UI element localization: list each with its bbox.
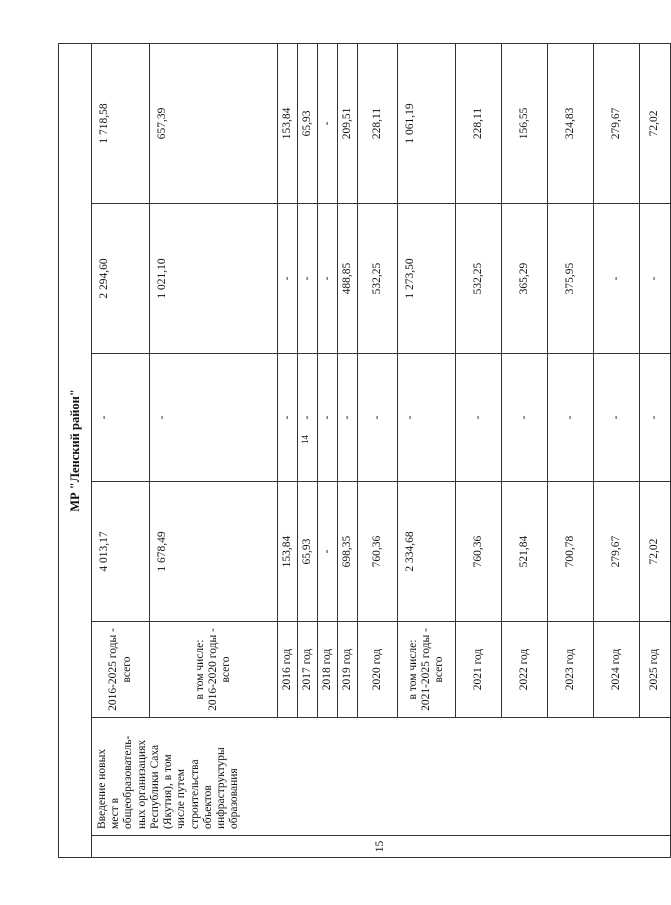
value-cell: - <box>640 204 671 354</box>
period-label: 2021 год <box>456 622 502 718</box>
value-cell: - <box>338 354 358 482</box>
value-cell: 1 273,50 <box>398 204 456 354</box>
value-cell: 72,02 <box>640 43 671 203</box>
period-label: 2019 год <box>338 622 358 718</box>
value-cell: - <box>640 354 671 482</box>
value-cell: 156,55 <box>502 43 548 203</box>
value-cell: 65,93 <box>298 43 318 203</box>
budget-table-sheet <box>58 44 661 858</box>
value-cell: 4 013,17 <box>92 482 150 622</box>
period-label: 2024 год <box>594 622 640 718</box>
value-cell: 488,85 <box>338 204 358 354</box>
value-cell: - <box>278 204 298 354</box>
value-cell: 1 021,10 <box>150 204 278 354</box>
row-number: 15 <box>92 836 671 858</box>
value-cell: - <box>398 354 456 482</box>
period-label: в том числе: 2016-2020 годы - всего <box>150 622 278 718</box>
period-label: 2016-2025 годы - всего <box>92 622 150 718</box>
value-cell: - <box>150 354 278 482</box>
period-label: 2016 год <box>278 622 298 718</box>
value-cell: 532,25 <box>456 204 502 354</box>
value-cell: 2 334,68 <box>398 482 456 622</box>
budget-table <box>58 43 671 858</box>
period-label: 2018 год <box>318 622 338 718</box>
value-cell: - <box>548 354 594 482</box>
value-cell: 1 061,19 <box>398 43 456 203</box>
value-cell: 760,36 <box>456 482 502 622</box>
section-title: МР "Ленский район" <box>59 43 92 857</box>
value-cell: - <box>298 354 318 482</box>
value-cell: - <box>318 482 338 622</box>
value-cell: 279,67 <box>594 482 640 622</box>
value-cell: - <box>502 354 548 482</box>
value-cell: 700,78 <box>548 482 594 622</box>
value-cell: - <box>594 354 640 482</box>
value-cell: 72,02 <box>640 482 671 622</box>
value-cell: 324,83 <box>548 43 594 203</box>
value-cell: 657,39 <box>150 43 278 203</box>
value-cell: - <box>92 354 150 482</box>
value-cell: 1 678,49 <box>150 482 278 622</box>
value-cell: - <box>456 354 502 482</box>
value-cell: 153,84 <box>278 482 298 622</box>
value-cell: 365,29 <box>502 204 548 354</box>
measure-description: Введение новых мест в общеобразователь-ных организациях Республики Саха (Якутия), в том числе путем строительства объектов инфраструктуры образования <box>92 718 671 836</box>
value-cell: 698,35 <box>338 482 358 622</box>
value-cell: 209,51 <box>338 43 358 203</box>
value-cell: - <box>594 204 640 354</box>
value-cell: 2 294,60 <box>92 204 150 354</box>
value-cell: - <box>318 354 338 482</box>
value-cell: - <box>318 43 338 203</box>
value-cell: 375,95 <box>548 204 594 354</box>
period-label: 2020 год <box>358 622 398 718</box>
value-cell: - <box>358 354 398 482</box>
table-body <box>92 43 671 857</box>
value-cell: - <box>298 204 318 354</box>
table-row <box>92 43 150 857</box>
value-cell: 279,67 <box>594 43 640 203</box>
page-number: 14 <box>300 435 310 444</box>
value-cell: 65,93 <box>298 482 318 622</box>
value-cell: 1 718,58 <box>92 43 150 203</box>
value-cell: 153,84 <box>278 43 298 203</box>
period-label: 2017 год <box>298 622 318 718</box>
value-cell: 760,36 <box>358 482 398 622</box>
period-label: 2023 год <box>548 622 594 718</box>
value-cell: 521,84 <box>502 482 548 622</box>
value-cell: 228,11 <box>358 43 398 203</box>
value-cell: 532,25 <box>358 204 398 354</box>
period-label: 2025 год <box>640 622 671 718</box>
value-cell: 228,11 <box>456 43 502 203</box>
value-cell: - <box>278 354 298 482</box>
value-cell: - <box>318 204 338 354</box>
period-label: 2022 год <box>502 622 548 718</box>
period-label: в том числе: 2021-2025 годы - всего <box>398 622 456 718</box>
